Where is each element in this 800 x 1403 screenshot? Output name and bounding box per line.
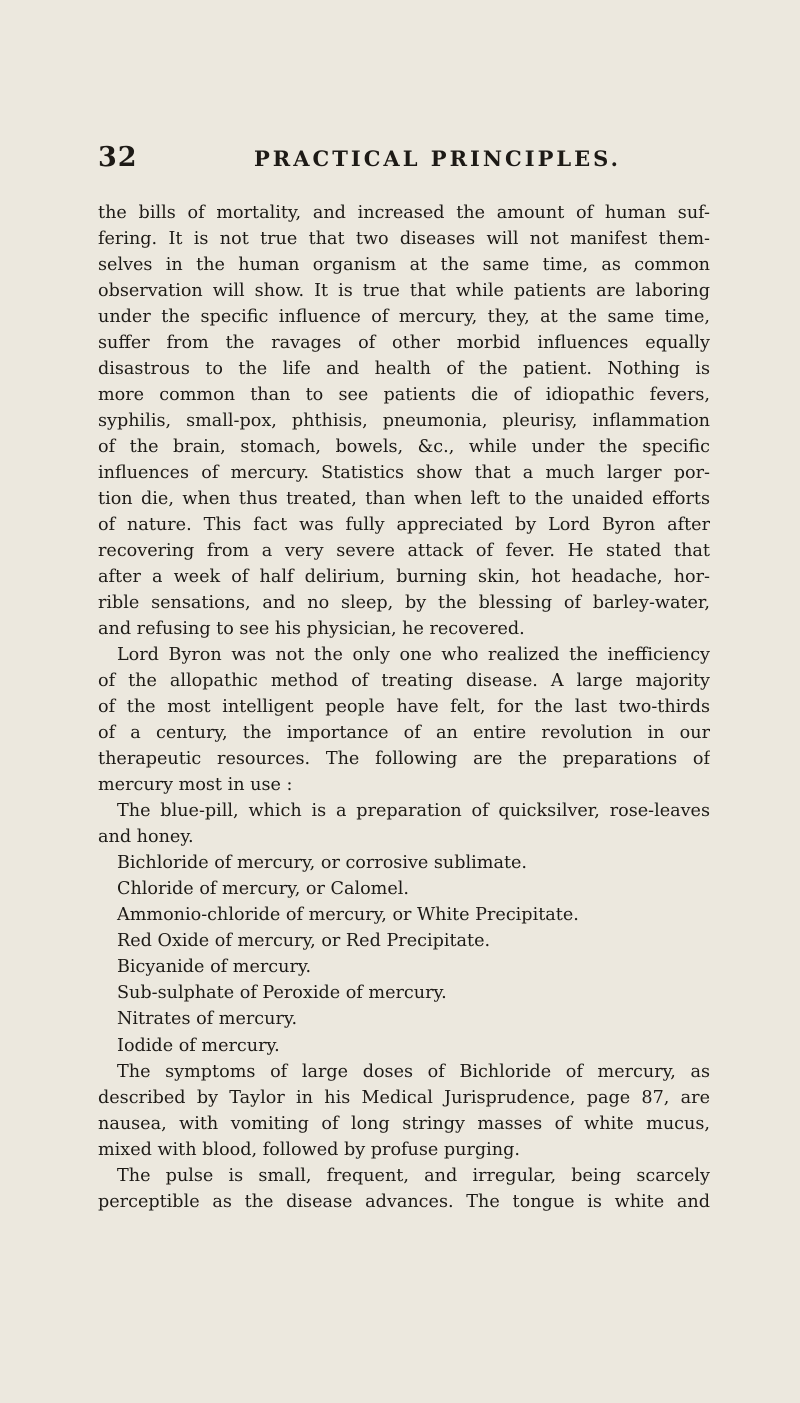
- body-text: [98, 200, 710, 1215]
- text-line: described by Taylor in his Medical Jurisprudence, page 87, are: [98, 1087, 710, 1108]
- text-line: fering. It is not true that two diseases will not manifest them-: [98, 229, 710, 250]
- text-line: nausea, with vomiting of long stringy masses of white mucus,: [98, 1113, 710, 1134]
- text-line: suffer from the ravages of other morbid influences equally: [98, 333, 710, 354]
- page-number: 32: [98, 142, 138, 173]
- text-line: Ammonio-chloride of mercury, or White Precipitate.: [117, 905, 579, 926]
- text-line: syphilis, small-pox, phthisis, pneumonia, pleurisy, inflammation: [98, 411, 710, 432]
- text-line: mixed with blood, followed by profuse purging.: [98, 1139, 520, 1160]
- text-line: under the specific influence of mercury, they, at the same time,: [98, 307, 710, 328]
- text-line: The symptoms of large doses of Bichloride of mercury, as: [117, 1061, 710, 1082]
- text-line: influences of mercury. Statistics show that a much larger por-: [98, 463, 710, 484]
- text-line: of nature. This fact was fully appreciated by Lord Byron after: [98, 515, 710, 536]
- text-line: recovering from a very severe attack of fever. He stated that: [98, 541, 710, 562]
- text-line: Iodide of mercury.: [117, 1035, 280, 1056]
- text-line: Sub-sulphate of Peroxide of mercury.: [117, 983, 447, 1004]
- running-title: PRACTICAL PRINCIPLES.: [254, 146, 621, 171]
- text-line: The blue-pill, which is a preparation of quicksilver, rose-leaves: [117, 801, 710, 822]
- text-line: the bills of mortality, and increased the amount of human suf-: [98, 203, 710, 223]
- text-line: observation will show. It is true that while patients are laboring: [98, 281, 710, 302]
- text-line: Red Oxide of mercury, or Red Precipitate.: [117, 931, 491, 952]
- text-line: perceptible as the disease advances. The tongue is white and: [98, 1191, 710, 1212]
- text-line: Bicyanide of mercury.: [117, 957, 312, 978]
- running-head: [98, 142, 698, 172]
- text-line: Nitrates of mercury.: [117, 1009, 298, 1030]
- text-line: rible sensations, and no sleep, by the blessing of barley-water,: [98, 593, 710, 614]
- text-line: more common than to see patients die of idiopathic fevers,: [98, 385, 710, 406]
- text-line: mercury most in use :: [98, 775, 293, 796]
- text-line: of the most intelligent people have felt, for the last two-thirds: [98, 697, 710, 718]
- text-line: Chloride of mercury, or Calomel.: [117, 879, 409, 900]
- text-line: The pulse is small, frequent, and irregular, being scarcely: [117, 1165, 710, 1186]
- text-line: of a century, the importance of an entire revolution in our: [98, 723, 710, 744]
- text-line: selves in the human organism at the same time, as common: [98, 255, 710, 276]
- text-line: therapeutic resources. The following are the preparations of: [98, 749, 710, 770]
- text-line: and honey.: [98, 827, 194, 848]
- text-line: and refusing to see his physician, he recovered.: [98, 619, 525, 640]
- text-line: Bichloride of mercury, or corrosive sublimate.: [117, 853, 528, 874]
- text-line: Lord Byron was not the only one who realized the inefficiency: [117, 645, 710, 666]
- text-line: after a week of half delirium, burning skin, hot headache, hor-: [98, 567, 710, 588]
- text-line: of the brain, stomach, bowels, &c., while under the specific: [98, 437, 710, 458]
- text-line: of the allopathic method of treating disease. A large majority: [98, 671, 710, 692]
- text-line: disastrous to the life and health of the patient. Nothing is: [98, 359, 710, 380]
- text-line: tion die, when thus treated, than when left to the unaided efforts: [98, 489, 710, 510]
